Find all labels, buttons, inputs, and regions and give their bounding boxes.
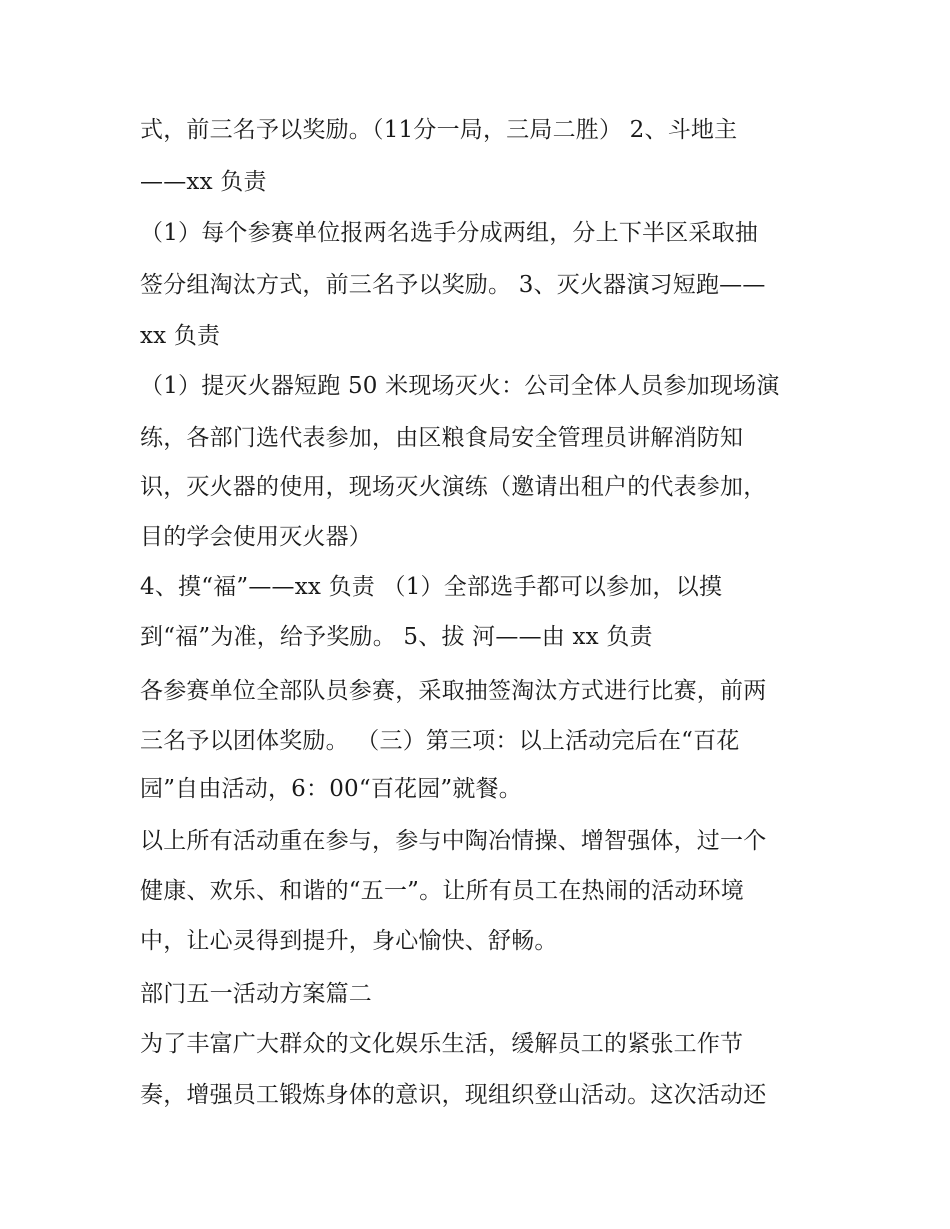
text-line-20: 奏，增强员工锻炼身体的意识，现组织登山活动。这次活动还 xyxy=(140,1082,767,1108)
text-line-16: 健康、欢乐、和谐的“五一”。让所有员工在热闹的活动环境 xyxy=(140,878,744,904)
text-line-14: 园”自由活动，6：00“百花园”就餐。 xyxy=(140,776,522,802)
text-line-10: 4、摸“福”——xx 负责 （1）全部选手都可以参加，以摸 xyxy=(140,574,723,600)
text-line-12: 各参赛单位全部队员参赛，采取抽签淘汰方式进行比赛，前两 xyxy=(140,678,767,704)
text-line-8: 识，灭火器的使用，现场灭火演练（邀请出租户的代表参加， xyxy=(140,474,767,500)
text-line-17: 中，让心灵得到提升，身心愉快、舒畅。 xyxy=(140,928,558,954)
text-line-3: （1）每个参赛单位报两名选手分成两组，分上下半区采取抽 xyxy=(140,220,759,246)
text-line-1: 式，前三名予以奖励。（11分一局，三局二胜） 2、斗地主 xyxy=(140,117,738,143)
text-line-5: xx 负责 xyxy=(140,323,221,349)
section-heading: 部门五一活动方案篇二 xyxy=(140,981,372,1007)
text-line-2: ——xx 负责 xyxy=(140,169,267,195)
text-line-7: 练，各部门选代表参加，由区粮食局安全管理员讲解消防知 xyxy=(140,425,744,451)
text-line-19: 为了丰富广大群众的文化娱乐生活，缓解员工的紧张工作节 xyxy=(140,1031,744,1057)
text-line-4: 签分组淘汰方式，前三名予以奖励。 3、灭火器演习短跑—— xyxy=(140,272,766,298)
text-line-11: 到“福”为准，给予奖励。 5、拔 河——由 xx 负责 xyxy=(140,624,653,650)
text-line-6: （1）提灭火器短跑 50 米现场灭火：公司全体人员参加现场演 xyxy=(140,373,780,399)
text-line-9: 目的学会使用灭火器） xyxy=(140,524,372,550)
text-line-13: 三名予以团体奖励。 （三）第三项：以上活动完后在“百花 xyxy=(140,728,740,754)
text-line-15: 以上所有活动重在参与，参与中陶冶情操、增智强体，过一个 xyxy=(140,828,767,854)
